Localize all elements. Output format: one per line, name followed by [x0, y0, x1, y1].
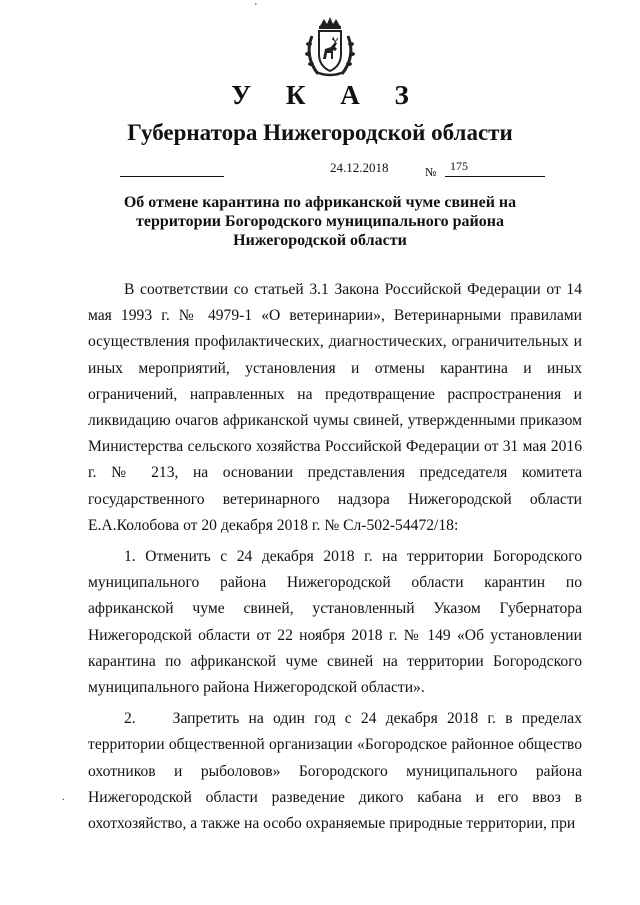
scan-mark: .: [62, 792, 65, 803]
heading-line: территории Богородского муниципального района: [136, 213, 504, 230]
number-sign: №: [425, 165, 437, 179]
number-underline: [445, 176, 545, 177]
clause-2-paragraph: 2. Запретить на один год с 24 декабря 2018 г. в пределах территории общественной организации «Богородское районное общество охотников и рыболовов» Богородского муниципального района Нижегородской области разведение дикого кабана и его ввоз в охотхозяйство, а также на особо охраняемые природные территории, при: [88, 710, 586, 833]
heading-line: Нижегородской области: [233, 232, 407, 249]
decree-heading: [100, 193, 540, 250]
decree-date: 24.12.2018: [330, 160, 389, 175]
decree-body: [88, 277, 586, 837]
clause-1-paragraph: 1. Отменить с 24 декабря 2018 г. на территории Богородского муниципального района Нижегородской области карантин по африканской чуме свиней, установленный Указом Губернатора Нижегородской области от 22 ноября 2018 г. № 149 «Об установлении карантина по африканской чуме свиней на территории Богородского муниципального района Нижегородской области».: [88, 548, 582, 697]
decree-title: У К А З: [231, 80, 423, 110]
heading-line: Об отмене карантина по африканской чуме свиней на: [123, 194, 517, 211]
issuer-subtitle: Губернатора Нижегородской области: [127, 120, 513, 145]
date-blank-line: [120, 176, 224, 177]
decree-number: 175: [450, 159, 468, 173]
scan-mark: ': [255, 2, 257, 13]
coat-of-arms-emblem: [300, 16, 360, 80]
preamble-paragraph: В соответствии со статьей 3.1 Закона Российской Федерации от 14 мая 1993 г. № 4979-1 «О ветеринарии», Ветеринарными правилами осуществления профилактических, диагностических, ограничительных и иных мероприятий, установления и отмены карантина и иных ограничений, направленных на предотвращение распространения и ликвидацию очагов африканской чумы свиней, утвержденными приказом Министерства сельского хозяйства Российской Федерации от 31 мая 2016 г. № 213, на основании представления председателя комитета государственного ветеринарного надзора Нижегородской области Е.А.Колобова от 20 декабря 2018 г. № Сл-502-54472/18:: [88, 281, 582, 534]
